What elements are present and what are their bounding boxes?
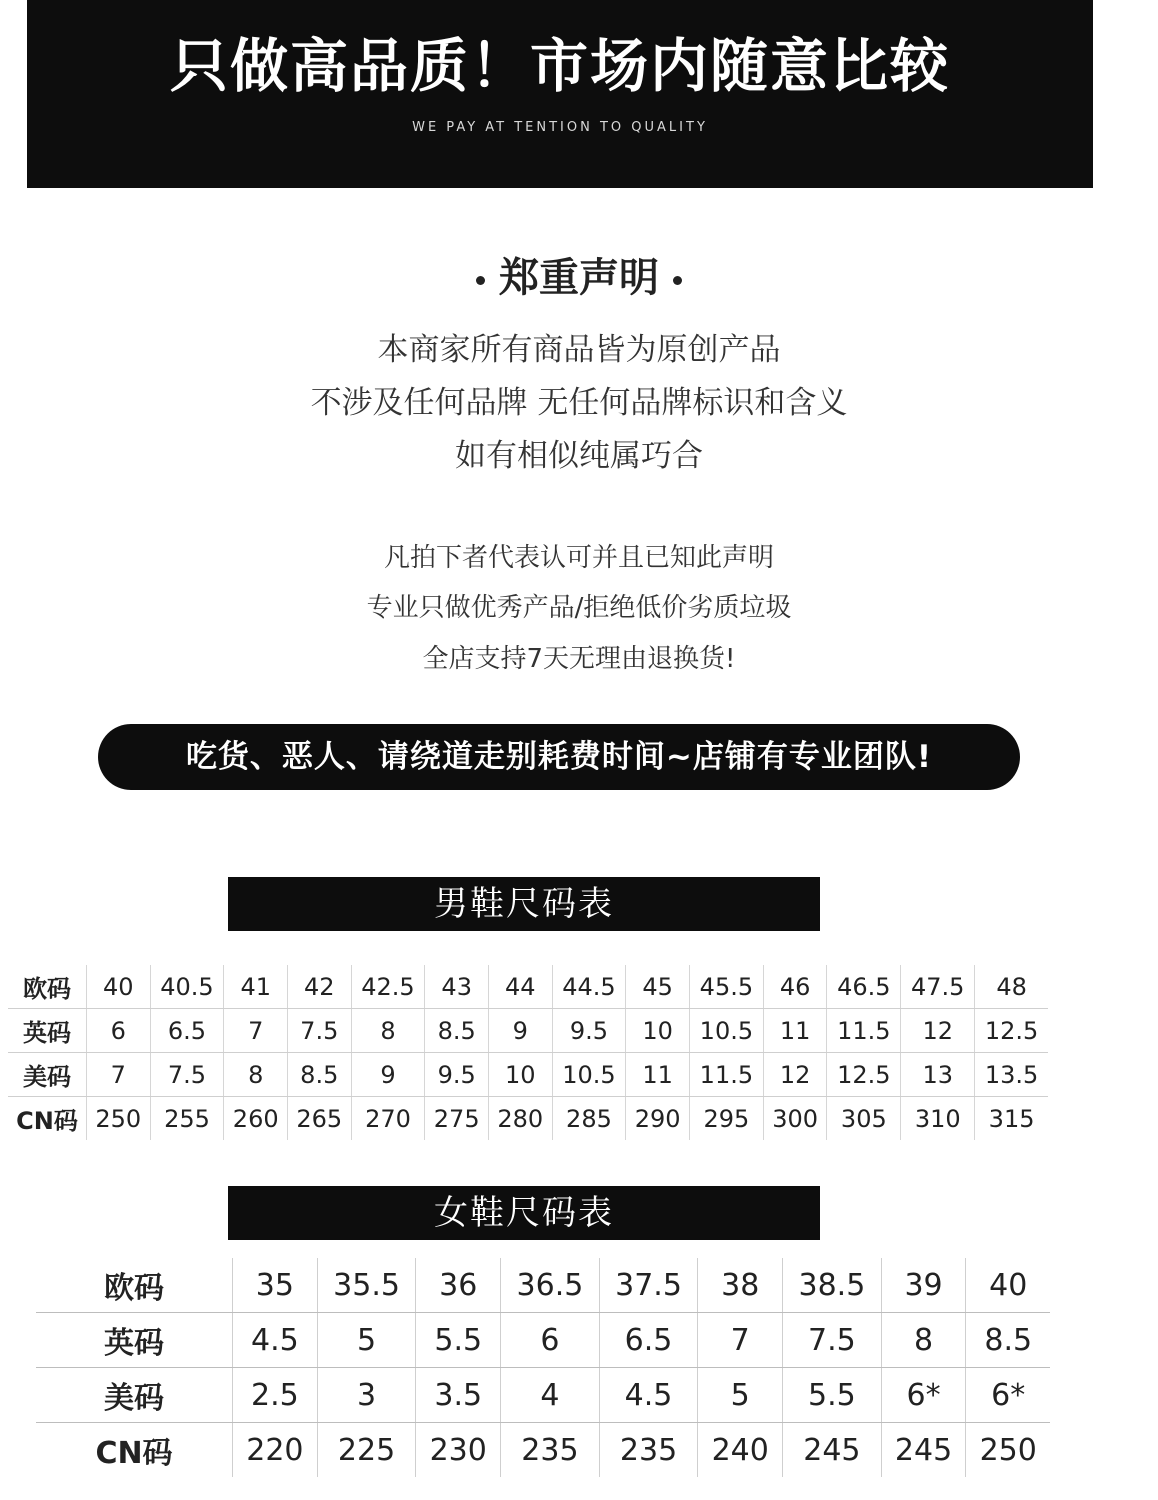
size-cell: 39 <box>881 1258 966 1313</box>
size-cell: 260 <box>224 1097 288 1141</box>
size-cell: 40 <box>966 1258 1050 1313</box>
size-cell: 10.5 <box>552 1053 626 1097</box>
notice-line: 如有相似纯属巧合 <box>455 438 703 474</box>
size-cell: 9 <box>488 1009 552 1053</box>
size-cell: 46 <box>763 965 827 1009</box>
size-cell: 6.5 <box>599 1313 698 1368</box>
size-cell: 240 <box>698 1423 783 1478</box>
table-row <box>8 1053 1048 1097</box>
notice-line: 不涉及任何品牌 无任何品牌标识和含义 <box>310 385 848 421</box>
size-cell: 245 <box>783 1423 882 1478</box>
size-cell: 7.5 <box>150 1053 224 1097</box>
size-cell: 235 <box>501 1423 600 1478</box>
size-cell: 6 <box>87 1009 151 1053</box>
size-cell: 44 <box>488 965 552 1009</box>
size-cell: 47.5 <box>901 965 975 1009</box>
size-cell: 285 <box>552 1097 626 1141</box>
size-cell: 42 <box>287 965 351 1009</box>
size-cell: 43 <box>425 965 489 1009</box>
table-row <box>8 965 1048 1009</box>
size-cell: 230 <box>416 1423 501 1478</box>
size-cell: 45 <box>626 965 690 1009</box>
size-cell: 8 <box>224 1053 288 1097</box>
size-cell: 10 <box>626 1009 690 1053</box>
size-cell: 36 <box>416 1258 501 1313</box>
table-row <box>36 1368 1050 1423</box>
row-label: CN码 <box>95 1436 173 1471</box>
banner-title: 只做高品质！市场内随意比较 <box>169 32 950 100</box>
top-banner <box>27 0 1093 188</box>
men-table-title: 男鞋尺码表 <box>228 877 820 931</box>
women-size-table <box>36 1258 1050 1477</box>
size-cell: 41 <box>224 965 288 1009</box>
banner-subtitle: WE PAY AT TENTION TO QUALITY <box>412 120 708 135</box>
size-cell: 4 <box>501 1368 600 1423</box>
size-cell: 5 <box>317 1313 416 1368</box>
size-cell: 35 <box>233 1258 318 1313</box>
size-cell: 270 <box>351 1097 425 1141</box>
women-table-title: 女鞋尺码表 <box>228 1186 820 1240</box>
warning-pill: 吃货、恶人、请绕道走别耗费时间~店铺有专业团队! <box>98 724 1020 790</box>
size-cell: 11.5 <box>689 1053 763 1097</box>
size-cell: 290 <box>626 1097 690 1141</box>
size-cell: 40 <box>87 965 151 1009</box>
row-label: CN码 <box>16 1107 78 1135</box>
size-cell: 10.5 <box>689 1009 763 1053</box>
size-cell: 37.5 <box>599 1258 698 1313</box>
size-cell: 8 <box>881 1313 966 1368</box>
size-cell: 12 <box>901 1009 975 1053</box>
row-label: 美码 <box>36 1368 233 1423</box>
size-cell: 300 <box>763 1097 827 1141</box>
policy-line: 凡拍下者代表认可并且已知此声明 <box>383 543 774 573</box>
size-cell: 8.5 <box>966 1313 1050 1368</box>
size-cell: 5.5 <box>416 1313 501 1368</box>
bullet-dot-icon <box>476 276 485 285</box>
size-cell: 44.5 <box>552 965 626 1009</box>
size-cell: 7.5 <box>287 1009 351 1053</box>
policy-line: 全店支持7天无理由退换货! <box>422 644 736 674</box>
size-cell: 5.5 <box>783 1368 882 1423</box>
size-cell: 295 <box>689 1097 763 1141</box>
size-cell: 305 <box>827 1097 901 1141</box>
table-row <box>36 1423 1050 1478</box>
men-size-table <box>8 965 1048 1140</box>
size-cell: 310 <box>901 1097 975 1141</box>
size-cell: 280 <box>488 1097 552 1141</box>
size-cell: 255 <box>150 1097 224 1141</box>
size-cell: 225 <box>317 1423 416 1478</box>
size-cell: 6* <box>881 1368 966 1423</box>
bullet-dot-icon <box>673 276 682 285</box>
table-row <box>8 1097 1048 1141</box>
row-label: 英码 <box>8 1009 87 1053</box>
size-cell: 35.5 <box>317 1258 416 1313</box>
size-cell: 38 <box>698 1258 783 1313</box>
size-cell: 7.5 <box>783 1313 882 1368</box>
size-cell: 13.5 <box>975 1053 1048 1097</box>
size-cell: 220 <box>233 1423 318 1478</box>
size-cell: 250 <box>87 1097 151 1141</box>
row-label: 英码 <box>36 1313 233 1368</box>
size-cell: 250 <box>966 1423 1050 1478</box>
size-cell: 8.5 <box>425 1009 489 1053</box>
size-cell: 7 <box>698 1313 783 1368</box>
size-cell: 6 <box>501 1313 600 1368</box>
row-label: 欧码 <box>36 1258 233 1313</box>
size-cell: 11 <box>763 1009 827 1053</box>
row-label: 欧码 <box>8 965 87 1009</box>
size-cell: 13 <box>901 1053 975 1097</box>
size-cell: 10 <box>488 1053 552 1097</box>
size-cell: 36.5 <box>501 1258 600 1313</box>
size-cell: 2.5 <box>233 1368 318 1423</box>
size-cell: 9.5 <box>552 1009 626 1053</box>
size-cell: 4.5 <box>233 1313 318 1368</box>
size-cell: 5 <box>698 1368 783 1423</box>
size-cell: 7 <box>224 1009 288 1053</box>
size-cell: 45.5 <box>689 965 763 1009</box>
size-cell: 12.5 <box>975 1009 1048 1053</box>
row-label: 美码 <box>8 1053 87 1097</box>
size-cell: 6* <box>966 1368 1050 1423</box>
size-cell: 9 <box>351 1053 425 1097</box>
size-cell: 12 <box>763 1053 827 1097</box>
size-cell: 315 <box>975 1097 1048 1141</box>
size-cell: 12.5 <box>827 1053 901 1097</box>
size-cell: 40.5 <box>150 965 224 1009</box>
notice-line: 本商家所有商品皆为原创产品 <box>377 332 781 368</box>
notice-heading-row <box>0 252 1158 304</box>
table-row <box>8 1009 1048 1053</box>
size-cell: 42.5 <box>351 965 425 1009</box>
size-cell: 46.5 <box>827 965 901 1009</box>
notice-heading: 郑重声明 <box>499 255 659 301</box>
size-cell: 38.5 <box>783 1258 882 1313</box>
size-cell: 11.5 <box>827 1009 901 1053</box>
size-cell: 6.5 <box>150 1009 224 1053</box>
table-row <box>36 1258 1050 1313</box>
policy-line: 专业只做优秀产品/拒绝低价劣质垃圾 <box>366 593 792 623</box>
size-cell: 4.5 <box>599 1368 698 1423</box>
size-cell: 7 <box>87 1053 151 1097</box>
size-cell: 265 <box>287 1097 351 1141</box>
table-row <box>36 1313 1050 1368</box>
size-cell: 8.5 <box>287 1053 351 1097</box>
size-cell: 3.5 <box>416 1368 501 1423</box>
size-cell: 275 <box>425 1097 489 1141</box>
size-cell: 245 <box>881 1423 966 1478</box>
size-cell: 3 <box>317 1368 416 1423</box>
size-cell: 11 <box>626 1053 690 1097</box>
size-cell: 235 <box>599 1423 698 1478</box>
size-cell: 9.5 <box>425 1053 489 1097</box>
size-cell: 8 <box>351 1009 425 1053</box>
size-cell: 48 <box>975 965 1048 1009</box>
